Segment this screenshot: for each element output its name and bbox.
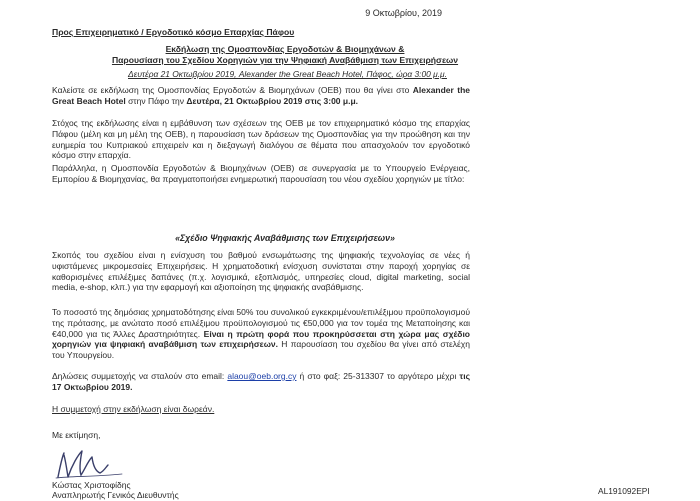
- funding-text-2: Η παρουσίαση του σχεδίου θα γίνει από στελέχη του Υπουργείου.: [52, 339, 470, 361]
- paragraph-registration: [52, 371, 470, 393]
- reference-code: AL191092EPI: [598, 486, 650, 496]
- closing-line: Με εκτίμηση,: [52, 430, 101, 440]
- funding-highlight: Είναι η πρώτη φορά που προκηρύσσεται στη χώρα μας σχέδιο χορηγιών για ψηφιακή αναβάθμιση των επιχειρήσεων.: [52, 328, 471, 350]
- title-line-1: Εκδήλωση της Ομοσπονδίας Εργοδοτών & Βιομηχάνων &: [165, 44, 405, 54]
- letter-date: 9 Οκτωβρίου, 2019: [365, 8, 442, 18]
- free-participation-note: Η συμμετοχή στην εκδήλωση είναι δωρεάν.: [52, 404, 215, 414]
- paragraph-presentation: Παράλληλα, η Ομοσπονδία Εργοδοτών & Βιομηχάνων (ΟΕΒ) σε συνεργασία με το Υπουργείο Ενέργειας, Εμπορίου & Βιομηχανίας, θα πραγματοποιήσει ενημερωτική παρουσίαση του νέου σχεδίου χορηγιών με τίτλο:: [52, 163, 470, 184]
- paragraph-plan-purpose: Σκοπός του σχεδίου είναι η ενίσχυση του βαθμού ενσωμάτωσης της ψηφιακής τεχνολογίας σε νέες ή υφιστάμενες μικρομεσαίες Επιχειρήσεις. Η χρηματοδοτική ενίσχυση συνίσταται στην παροχή χορηγίας σε καθορισμένες επιλέξιμες δαπάνες (π.χ. λογισμικά, εξοπλισμός, υπηρεσίες cloud, digital marketing, social media, e-shop, κλπ.) για την εφαρμογή και αξιοποίηση της ψηφιακής αναβάθμισης.: [52, 250, 470, 293]
- event-details: Δευτέρα 21 Οκτωβρίου 2019, Alexander the Great Beach Hotel, Πάφος, ώρα 3:00 μ.μ.: [128, 69, 447, 79]
- registration-text: Δηλώσεις συμμετοχής να σταλούν στο email:: [52, 371, 228, 381]
- event-datetime: Δευτέρα, 21 Οκτωβρίου 2019 στις 3:00 μ.μ.: [186, 95, 359, 106]
- registration-text-2: ή στο φαξ: 25-313307 το αργότερο μέχρι: [296, 371, 460, 381]
- title-line-2: Παρουσίαση του Σχεδίου Χορηγιών για την Ψηφιακή Αναβάθμιση των Επιχειρήσεων: [111, 55, 459, 65]
- letter-title: [110, 44, 460, 66]
- invitation-text: Καλείστε σε εκδήλωση της Ομοσπονδίας Εργοδοτών & Βιομηχάνων (ΟΕΒ) που θα γίνει στο: [52, 85, 413, 95]
- handwritten-signature: [52, 447, 152, 481]
- signer-name: Κώστας Χριστοφίδης: [52, 480, 131, 490]
- registration-deadline: τις 17 Οκτωβρίου 2019.: [52, 371, 470, 392]
- signer-title: Αναπληρωτής Γενικός Διευθυντής: [52, 490, 179, 500]
- paragraph-invitation: [52, 85, 470, 107]
- venue-name: Alexander the Great Beach Hotel: [52, 85, 470, 106]
- paragraph-objective: Στόχος της εκδήλωσης είναι η εμβάθυνση των σχέσεων της ΟΕΒ με τον επιχειρηματικό κόσμο της επαρχίας Πάφου (μέλη και μη μέλη της ΟΕΒ), η παρουσίαση των δράσεων της Ομοσπονδίας για την προώθηση και την ευημερία του Κυπριακού επιχειρείν και η διεξαγωγή διαλόγου σε θέματα που απασχολούν τον εργοδοτικό κόσμο στην επαρχία.: [52, 118, 470, 161]
- funding-text: Το ποσοστό της δημόσιας χρηματοδότησης είναι 50% του συνολικού εγκεκριμένου/επιλέξιμου προϋπολογισμού της πρότασης, με ανώτατο ποσό επιλέξιμου προϋπολογισμού τις €50,000 για τον τομέα της Μεταποίησης και €40,000 για τις Άλλες Δραστηριότητες.: [52, 307, 470, 339]
- recipient-line: Προς Επιχειρηματικό / Εργοδοτικό κόσμο Επαρχίας Πάφου: [52, 27, 295, 37]
- invitation-text-2: στην Πάφο την: [125, 95, 187, 106]
- plan-title: «Σχέδιο Ψηφιακής Αναβάθμισης των Επιχειρήσεων»: [175, 233, 395, 243]
- paragraph-funding: [52, 307, 470, 361]
- email-link[interactable]: alaou@oeb.org.cy: [227, 371, 297, 381]
